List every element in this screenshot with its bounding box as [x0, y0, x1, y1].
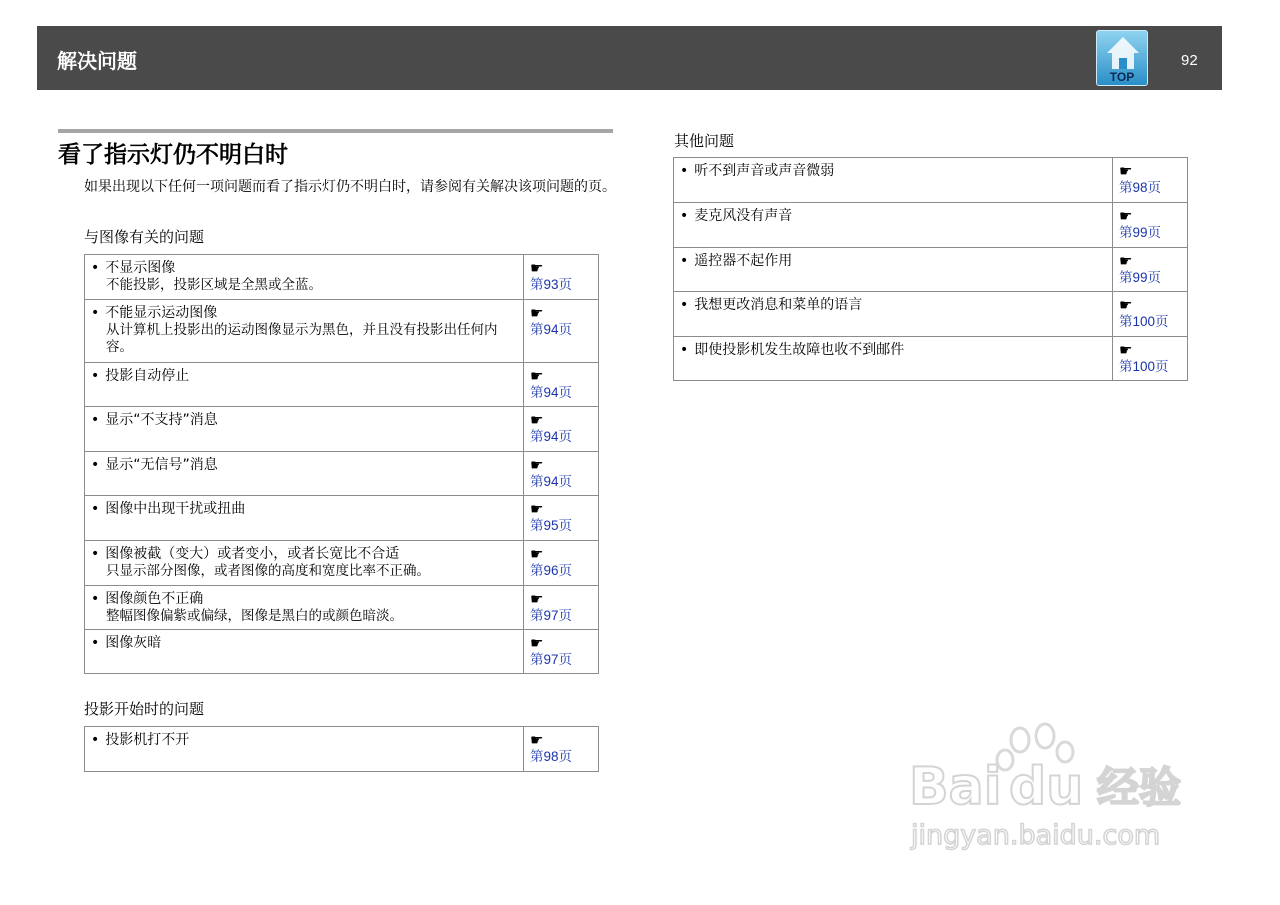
pointing-hand-icon: ☛	[1119, 162, 1133, 180]
issue-title: • 我想更改消息和菜单的语言	[680, 297, 1106, 314]
issue-title: • 不能显示运动图像	[91, 305, 517, 322]
home-icon	[1097, 31, 1149, 75]
issue-cell	[85, 300, 524, 363]
table-row	[674, 337, 1188, 381]
issue-cell	[85, 452, 524, 496]
section-title: 看了指示灯仍不明白时	[58, 142, 288, 168]
table-row	[674, 158, 1188, 203]
issue-title: • 投影机打不开	[91, 732, 517, 749]
table-row	[85, 407, 599, 452]
chapter-title: 解决问题	[57, 49, 137, 73]
watermark-url: jingyan.baidu.com	[911, 820, 1161, 851]
issue-cell	[674, 337, 1113, 381]
issue-description: 只显示部分图像，或者图像的高度和宽度比率不正确。	[106, 563, 430, 579]
pointing-hand-icon: ☛	[530, 500, 544, 518]
table-row	[674, 203, 1188, 248]
issue-title: • 不显示图像	[91, 260, 517, 277]
table-row	[85, 452, 599, 496]
page-link[interactable]: 第97页	[530, 608, 573, 623]
reference-cell	[1113, 292, 1188, 337]
table-row	[85, 727, 599, 772]
pointing-hand-icon: ☛	[530, 411, 544, 429]
other-issues-heading: 其他问题	[674, 132, 735, 150]
pointing-hand-icon: ☛	[1119, 296, 1133, 314]
pointing-hand-icon: ☛	[530, 545, 544, 563]
table-row	[674, 292, 1188, 337]
reference-cell	[524, 300, 599, 363]
pointing-hand-icon: ☛	[530, 634, 544, 652]
pointing-hand-icon: ☛	[530, 731, 544, 749]
reference-cell	[524, 727, 599, 772]
table-row	[674, 248, 1188, 292]
pointing-hand-icon: ☛	[1119, 252, 1133, 270]
issue-description: 从计算机上投影出的运动图像显示为黑色，并且没有投影出任何内容。	[106, 322, 498, 355]
issue-description: 不能投影，投影区域是全黑或全蓝。	[106, 277, 322, 293]
pointing-hand-icon: ☛	[530, 456, 544, 474]
issue-cell	[85, 496, 524, 541]
pointing-hand-icon: ☛	[530, 367, 544, 385]
issue-cell	[85, 541, 524, 586]
page-link[interactable]: 第94页	[530, 385, 573, 400]
issue-cell	[674, 292, 1113, 337]
page-link[interactable]: 第94页	[530, 322, 573, 337]
reference-cell	[524, 255, 599, 300]
pointing-hand-icon: ☛	[530, 590, 544, 608]
issue-title: • 显示“不支持”消息	[91, 412, 517, 429]
start-issues-heading: 投影开始时的问题	[84, 700, 205, 718]
top-button[interactable]	[1096, 30, 1148, 86]
reference-cell	[524, 586, 599, 630]
page-link[interactable]: 第98页	[1119, 180, 1162, 195]
issue-cell	[674, 248, 1113, 292]
page-number: 92	[1181, 52, 1198, 69]
other-issues-table	[673, 157, 1188, 381]
issue-title: • 显示“无信号”消息	[91, 457, 517, 474]
issue-title: • 即使投影机发生故障也收不到邮件	[680, 342, 1106, 359]
page-link[interactable]: 第100页	[1119, 314, 1169, 329]
image-issues-heading: 与图像有关的问题	[84, 228, 205, 246]
table-row	[85, 630, 599, 674]
page-link[interactable]: 第99页	[1119, 225, 1162, 240]
reference-cell	[524, 407, 599, 452]
page-link[interactable]: 第94页	[530, 429, 573, 444]
reference-cell	[524, 630, 599, 674]
pointing-hand-icon: ☛	[1119, 207, 1133, 225]
reference-cell	[524, 541, 599, 586]
page-link[interactable]: 第96页	[530, 563, 573, 578]
reference-cell	[1113, 337, 1188, 381]
issue-cell	[85, 407, 524, 452]
issue-title: • 遥控器不起作用	[680, 253, 1106, 270]
table-row	[85, 586, 599, 630]
issue-cell	[85, 630, 524, 674]
pointing-hand-icon: ☛	[1119, 341, 1133, 359]
page-link[interactable]: 第93页	[530, 277, 573, 292]
issue-cell	[85, 363, 524, 407]
page-link[interactable]: 第94页	[530, 474, 573, 489]
header-bar	[37, 26, 1222, 90]
pointing-hand-icon: ☛	[530, 304, 544, 322]
page-link[interactable]: 第100页	[1119, 359, 1169, 374]
reference-cell	[1113, 248, 1188, 292]
issue-description: 整幅图像偏紫或偏绿，图像是黑白的或颜色暗淡。	[106, 608, 403, 624]
start-issues-table	[84, 726, 599, 772]
table-row	[85, 496, 599, 541]
reference-cell	[524, 496, 599, 541]
intro-text: 如果出现以下任何一项问题而看了指示灯仍不明白时，请参阅有关解决该项问题的页。	[84, 179, 616, 195]
issue-cell	[674, 203, 1113, 248]
issue-title: • 图像被截（变大）或者变小，或者长宽比不合适	[91, 546, 517, 563]
issue-cell	[85, 727, 524, 772]
issue-cell	[85, 255, 524, 300]
page-link[interactable]: 第95页	[530, 518, 573, 533]
issue-title: • 麦克风没有声音	[680, 208, 1106, 225]
watermark-brand-2: du	[1009, 757, 1084, 817]
table-row	[85, 363, 599, 407]
issue-title: • 图像灰暗	[91, 635, 517, 652]
issue-title: • 投影自动停止	[91, 368, 517, 385]
pointing-hand-icon: ☛	[530, 259, 544, 277]
reference-cell	[1113, 158, 1188, 203]
reference-cell	[524, 363, 599, 407]
page-link[interactable]: 第98页	[530, 749, 573, 764]
page-link[interactable]: 第97页	[530, 652, 573, 667]
top-button-label: TOP	[1109, 70, 1135, 84]
page-link[interactable]: 第99页	[1119, 270, 1162, 285]
image-issues-table	[84, 254, 599, 674]
issue-title: • 图像中出现干扰或扭曲	[91, 501, 517, 518]
reference-cell	[1113, 203, 1188, 248]
reference-cell	[524, 452, 599, 496]
issue-title: • 图像颜色不正确	[91, 591, 517, 608]
table-row	[85, 255, 599, 300]
table-row	[85, 300, 599, 363]
section-rule	[58, 129, 613, 133]
issue-cell	[674, 158, 1113, 203]
table-row	[85, 541, 599, 586]
watermark-cn: 经验	[1097, 763, 1182, 812]
issue-cell	[85, 586, 524, 630]
issue-title: • 听不到声音或声音微弱	[680, 163, 1106, 180]
watermark-brand: Bai	[909, 757, 1002, 817]
baidu-watermark	[905, 722, 1205, 857]
